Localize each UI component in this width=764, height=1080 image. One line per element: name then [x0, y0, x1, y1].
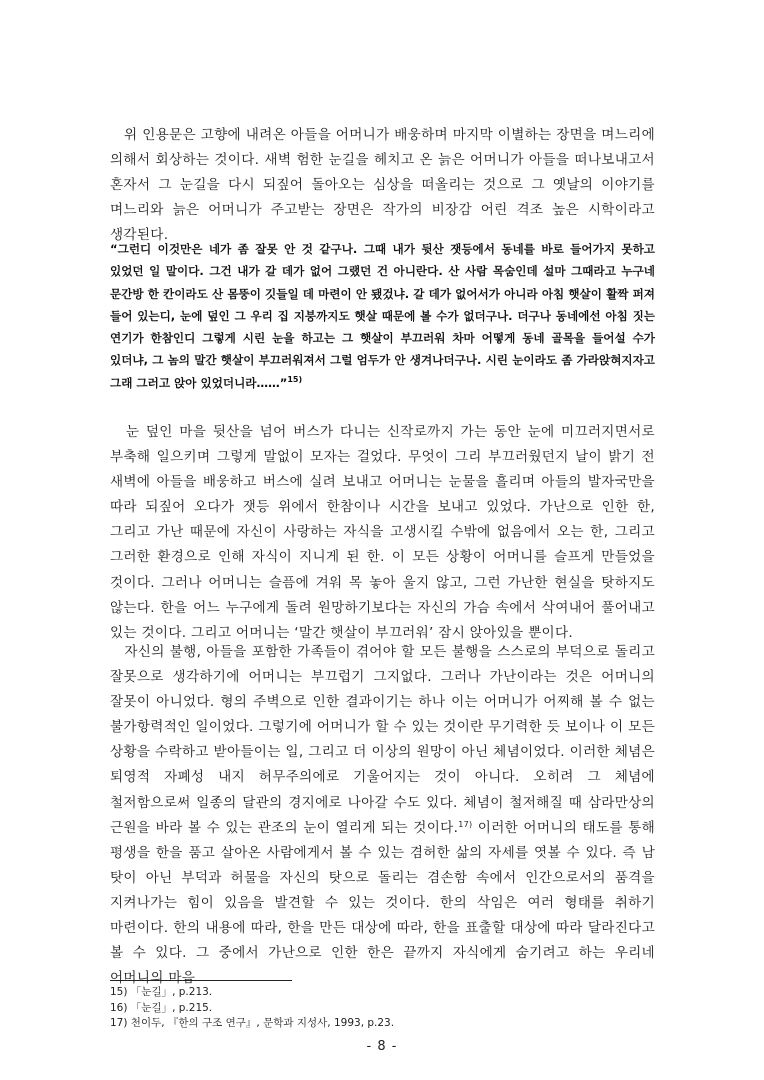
quote-text: “그런디 이것만은 네가 좀 잘못 안 것 같구나. 그때 내가 뒷산 잿등에서 동네를 바로 들어가지 못하고 있었던 일 말이다. 그건 내가 갈 데가 없어 그랬던 건 아니란다. 산 사람 목숨인데 설마 그때라고 누구네 문간방 한 칸이라도 산 몸뚱이 깃들일 데 마련이 안 됐겄냐. 갈 데가 없어서가 아니라 아침 햇살이 활짝 퍼져 들어 있는디, 눈에 덮인 그 우리 집 지붕까지도 햇살 때문에 볼 수가 없더구나. 더구나 동네에선 아침 짓는 연기가 한참인디 그렇게 시린 눈을 하고는 그 햇살이 부끄러워 차마 어떻게 동네 골목을 들어설 수가 있더냐, 그 놈의 말간 햇살이 부끄러워져서 그럴 엄두가 안 생겨나더구나. 시린 눈이라도 좀 가라앉혀지자고 그래 그러고 앉아 있었더니라……”	[110, 242, 655, 390]
paragraph-text-part: 이러한 어머니의 태도를 통해 평생을 한을 품고 살아온 사람에게서 볼 수 있는 겸허한 삶의 자세를 엿볼 수 있다. 즉 남 탓이 아닌 부덕과 허물을 자신의 탓으로 돌리는 겸손함 속에서 인간으로서의 품격을 지켜나가는 힘이 있음을 발견할 수 있는 것이다. 한의 삭임은 여러 형태를 취하기 마련이다. 한의 내용에 따라, 한을 만든 대상에 따라, 한을 표출할 대상에 따라 달라진다고 볼 수 있다. 그 중에서 가난으로 인한 한은 끝까지 자식에게 숨기려고 하는 우리네 어머니의 마음	[110, 819, 655, 987]
page-number: - 8 -	[366, 1039, 398, 1054]
footnote-item: 17) 천이두, 『한의 구조 연구』, 문학과 지성사, 1993, p.23.	[110, 1017, 395, 1029]
footnote-ref: 15)	[287, 374, 303, 384]
block-quote	[110, 238, 655, 394]
footnotes	[110, 985, 655, 1032]
body-paragraph	[110, 640, 655, 991]
body-paragraph	[110, 420, 655, 646]
quote-paragraph	[110, 238, 655, 394]
paragraph-text: 눈 덮인 마을 뒷산을 넘어 버스가 다니는 신작로까지 가는 동안 눈에 미끄러지면서로 부축해 일으키며 그렇게 말없이 모자는 걸었다. 무엇이 그리 부끄러웠던지 날이 밝기 전 새벽에 아들을 배웅하고 버스에 실려 보내고 어머니는 눈물을 흘리며 아들의 발자국만을 따라 되짚어 오다가 잿등 위에서 한참이나 시간을 보내고 있었다. 가난으로 인한 한, 그리고 가난 때문에 자신이 사랑하는 자식을 고생시킬 수밖에 없음에서 오는 한, 그리고 그러한 환경으로 인해 자식이 지니게 된 한. 이 모든 상황이 어머니를 슬프게 만들었을 것이다. 그러나 어머니는 슬픔에 겨워 목 놓아 울지 않고, 그런 가난한 현실을 탓하지도 않는다. 한을 어느 누구에게 돌려 원망하기보다는 자신의 가슴 속에서 삭여내어 풀어내고 있는 것이다. 그리고 어머니는 ‘말간 햇살이 부끄러워’ 잠시 앉아있을 뿐이다.	[110, 424, 655, 641]
paragraph-text	[110, 640, 655, 991]
paragraph-text: 위 인용문은 고향에 내려온 아들을 어머니가 배웅하며 마지막 이별하는 장면을 며느리에 의해서 회상하는 것이다. 새벽 험한 눈길을 헤치고 온 늙은 어머니가 아들을 떠나보내고서 혼자서 그 눈길을 다시 되짚어 돌아오는 심상을 떠올리는 것으로 그 옛날의 이야기를 며느리와 늙은 어머니가 주고받는 장면은 작가의 비장감 어린 격조 높은 시학이라고 생각된다.	[110, 127, 655, 244]
footnote-item: 15) 「눈길」, p.213.	[110, 986, 213, 998]
footnote-ref: 17)	[458, 819, 473, 829]
footnote-divider	[110, 980, 292, 981]
footnote-item: 16) 「눈길」, p.215.	[110, 1001, 213, 1014]
paragraph-text-part: 자신의 불행, 아들을 포함한 가족들이 겪어야 할 모든 불행을 스스로의 부덕으로 돌리고 잘못으로 생각하기에 어머니는 부끄럽기 그지없다. 그러나 가난이라는 것은 어머니의 잘못이 아니었다. 형의 주벽으로 인한 결과이기는 하나 이는 어머니가 어찌해 볼 수 없는 불가항력적인 일이었다. 그렇기에 어머니가 할 수 있는 것이란 무기력한 듯 보이나 이 모든 상황을 수락하고 받아들이는 일, 그리고 더 이상의 원망이 아닌 체념이었다. 이러한 체념은 퇴영적 자폐성 내지 허무주의에로 기울어지는 것이 아니다. 오히려 그 체념에 철저함으로써 일종의 달관의 경지에로 나아갈 수도 있다. 체념이 철저해질 때 삼라만상의 근원을 바라 볼 수 있는 관조의 눈이 열리게 되는 것이다.	[110, 644, 655, 836]
body-paragraph	[110, 123, 655, 248]
